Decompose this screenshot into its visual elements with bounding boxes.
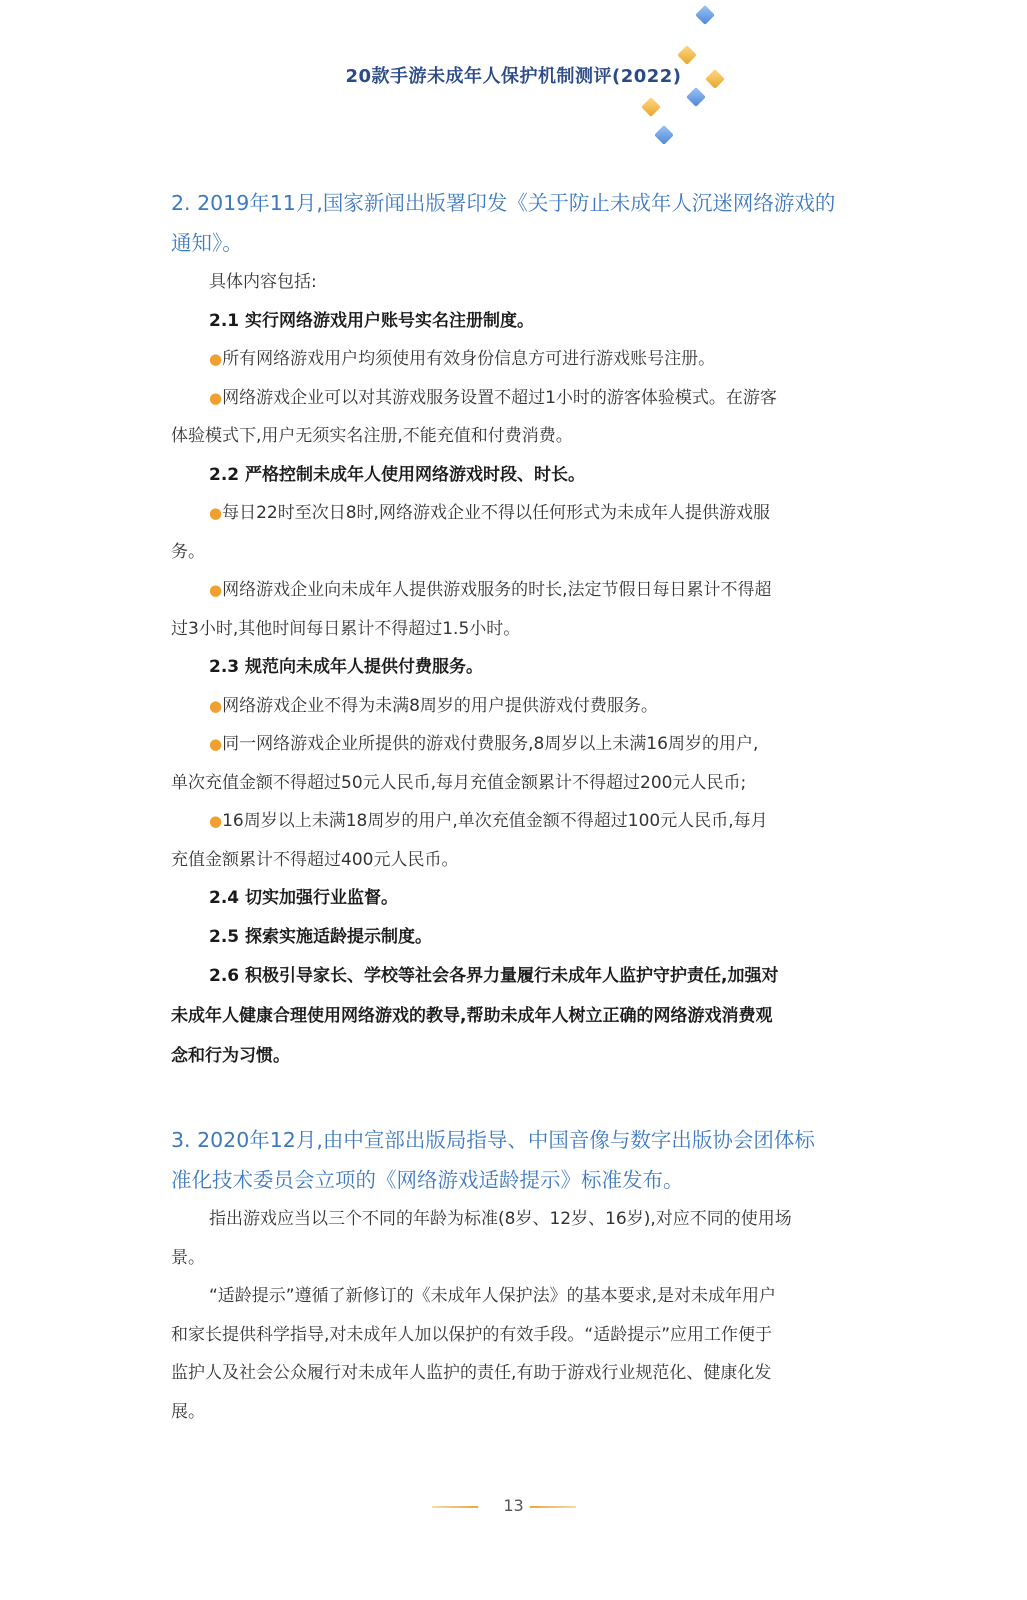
bullet-item: ●网络游戏企业向未成年人提供游戏服务的时长,法定节假日每日累计不得超 [209,580,772,600]
bullet-item-continued: 过3小时,其他时间每日累计不得超过1.5小时。 [171,618,521,639]
bullet-icon: ● [209,696,223,715]
bullet-item: ●网络游戏企业不得为未满8周岁的用户提供游戏付费服务。 [209,695,658,716]
section-heading: 3. 2020年12月,由中宣部出版局指导、中国音像与数字出版协会团体标 [171,1128,815,1152]
running-title: 20款手游未成年人保护机制测评(2022) [345,66,682,87]
body-paragraph: 指出游戏应当以三个不同的年龄为标准(8岁、12岁、16岁),对应不同的使用场 [209,1209,792,1229]
decorative-cube-icon [641,97,661,117]
sub-heading: 2.1 实行网络游戏用户账号实名注册制度。 [209,310,535,331]
page-content [171,183,861,1431]
bullet-item-continued: 体验模式下,用户无须实名注册,不能充值和付费消费。 [171,426,573,446]
bullet-icon: ● [209,581,223,599]
body-paragraph-continued: 景。 [171,1247,205,1268]
bullet-icon: ● [209,812,223,830]
sub-heading: 2.6 积极引导家长、学校等社会各界力量履行未成年人监护守护责任,加强对 [209,966,779,986]
body-paragraph-continued: 展。 [171,1401,205,1422]
bullet-item: ●16周岁以上未满18周岁的用户,单次充值金额不得超过100元人民币,每月 [209,811,768,831]
sub-heading: 2.2 严格控制未成年人使用网络游戏时段、时长。 [209,464,586,485]
bullet-icon: ● [209,350,223,368]
section-3 [171,1120,861,1431]
sub-heading: 2.4 切实加强行业监督。 [209,888,399,908]
bullet-item: ●同一网络游戏企业所提供的游戏付费服务,8周岁以上未满16周岁的用户, [209,734,759,754]
sub-heading: 2.3 规范向未成年人提供付费服务。 [209,657,484,677]
bullet-item-continued: 充值金额累计不得超过400元人民币。 [171,849,459,870]
footer-rule-right [530,1506,576,1508]
intro-text: 具体内容包括: [209,272,317,292]
bullet-icon: ● [209,388,223,407]
decorative-cube-icon [695,5,715,25]
bullet-item-continued: 单次充值金额不得超过50元人民币,每月充值金额累计不得超过200元人民币; [171,772,747,793]
decorative-cube-icon [654,125,674,145]
page-number: 13 [503,1496,524,1515]
body-paragraph: “适龄提示”遵循了新修订的《未成年人保护法》的基本要求,是对未成年用户 [209,1286,777,1306]
bullet-item: ●网络游戏企业可以对其游戏服务设置不超过1小时的游客体验模式。在游客 [209,387,777,408]
bullet-item: ●每日22时至次日8时,网络游戏企业不得以任何形式为未成年人提供游戏服 [209,503,770,523]
bullet-item: ●所有网络游戏用户均须使用有效身份信息方可进行游戏账号注册。 [209,349,716,369]
sub-heading-continued: 念和行为习惯。 [171,1046,290,1066]
bullet-icon: ● [209,735,223,753]
section-2 [171,183,861,1076]
body-paragraph-continued: 监护人及社会公众履行对未成年人监护的责任,有助于游戏行业规范化、健康化发 [171,1363,772,1383]
sub-heading-continued: 未成年人健康合理使用网络游戏的教导,帮助未成年人树立正确的网络游戏消费观 [171,1006,773,1026]
sub-heading: 2.5 探索实施适龄提示制度。 [209,926,433,947]
section-heading: 通知》。 [171,231,243,255]
section-heading: 准化技术委员会立项的《网络游戏适龄提示》标准发布。 [171,1168,684,1192]
body-paragraph-continued: 和家长提供科学指导,对未成年人加以保护的有效手段。“适龄提示”应用工作便于 [171,1324,773,1345]
bullet-icon: ● [209,504,223,522]
bullet-item-continued: 务。 [171,541,205,562]
section-heading: 2. 2019年11月,国家新闻出版署印发《关于防止未成年人沉迷网络游戏的 [171,191,836,215]
decorative-cube-icon [686,87,706,107]
